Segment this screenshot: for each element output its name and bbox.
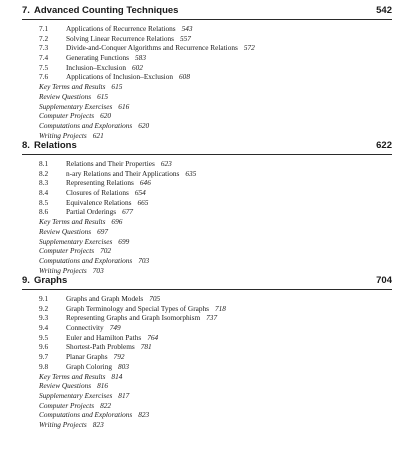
section-entry [0,352,416,362]
section-entry [0,313,416,323]
end-matter-entry [0,410,416,420]
section-entry [0,24,416,34]
end-matter-entry [0,82,416,92]
section-entry [0,333,416,343]
end-matter-title: Writing Projects [39,130,87,140]
section-title-group [66,72,190,82]
section-title-group [66,169,196,179]
end-matter-title: Key Terms and Results [39,217,106,227]
chapter-title: Relations [34,140,77,151]
end-matter-page: 621 [92,130,104,140]
end-matter-title: Computations and Explorations [39,120,133,130]
section-title-group [66,333,158,343]
section-title: Solving Linear Recurrence Relations [66,33,174,43]
chapter-number: 7. [22,5,30,16]
end-matter-page: 823 [138,410,150,420]
section-title: Generating Functions [66,53,130,63]
end-matter-page: 699 [118,236,130,246]
section-title: Planar Graphs [66,352,108,362]
section-page: 705 [149,294,161,303]
section-entry [0,323,416,333]
chapter-heading [22,137,392,155]
end-matter-page: 816 [97,381,109,391]
section-number: 9.4 [39,323,49,333]
end-matter-page: 703 [92,265,104,275]
section-title-group [66,323,121,333]
end-matter-entry [0,246,416,256]
section-title-group [66,43,255,53]
section-entry [0,188,416,198]
section-number: 8.2 [39,168,49,178]
section-number: 9.8 [39,361,49,371]
section-page: 792 [113,352,125,362]
end-matter-title: Computations and Explorations [39,255,133,265]
end-matter-entry [0,391,416,401]
section-title: Relations and Their Properties [66,159,155,168]
section-entry [0,362,416,372]
end-matter-entry [0,92,416,102]
section-title-group [66,34,191,44]
section-title: Partial Orderings [66,207,117,217]
section-title: Closures of Relations [66,188,129,198]
section-number: 7.3 [39,43,49,53]
section-title: Representing Graphs and Graph Isomorphism [66,313,201,323]
section-number: 8.4 [39,188,49,198]
end-matter-entry [0,102,416,112]
end-matter-title: Computer Projects [39,400,95,410]
end-matter-page: 615 [111,82,123,92]
section-title: Euler and Hamilton Paths [66,332,142,342]
section-title: Applications of Inclusion–Exclusion [66,72,174,82]
chapter-8 [0,137,416,275]
section-page: 583 [135,53,146,63]
chapter-7 [0,2,416,140]
section-page: 764 [147,332,159,342]
end-matter-title: Computer Projects [39,246,95,256]
end-matter-entry [0,372,416,382]
section-number: 8.6 [39,207,49,217]
section-list [0,294,416,430]
end-matter-entry [0,401,416,411]
section-list [0,24,416,140]
section-list [0,159,416,275]
section-title-group [66,188,146,198]
end-matter-entry [0,420,416,430]
section-number: 7.5 [39,62,49,72]
section-page: 781 [140,342,152,352]
section-number: 7.6 [39,72,49,82]
section-title-group [66,294,160,304]
section-title: Graphs and Graph Models [66,294,144,303]
section-entry [0,342,416,352]
end-matter-page: 697 [97,226,109,236]
chapter-title: Graphs [34,275,68,286]
section-page: 572 [243,43,255,53]
section-number: 8.1 [39,159,49,168]
section-title-group [66,304,226,314]
end-matter-page: 696 [111,217,123,227]
section-number: 7.1 [39,24,49,33]
end-matter-page: 822 [100,400,112,410]
end-matter-title: Computations and Explorations [39,410,133,420]
end-matter-page: 817 [118,390,130,400]
section-title-group [66,207,133,217]
section-entry [0,294,416,304]
section-entry [0,169,416,179]
end-matter-entry [0,121,416,131]
end-matter-title: Writing Projects [39,419,87,429]
chapter-heading [22,272,392,290]
section-entry [0,178,416,188]
section-page: 602 [132,62,143,72]
section-title: Inclusion–Exclusion [66,62,126,72]
end-matter-title: Key Terms and Results [39,371,106,381]
section-title-group [66,24,193,34]
end-matter-page: 620 [100,111,112,121]
section-page: 557 [180,33,191,43]
section-page: 543 [181,24,193,33]
end-matter-entry [0,217,416,227]
section-number: 9.7 [39,352,49,362]
end-matter-page: 615 [97,91,109,101]
section-entry [0,53,416,63]
chapter-number: 9. [22,275,30,286]
section-number: 9.5 [39,332,49,342]
section-title: Applications of Recurrence Relations [66,24,176,33]
section-entry [0,43,416,53]
end-matter-entry [0,227,416,237]
end-matter-page: 620 [138,120,150,130]
end-matter-page: 703 [138,255,150,265]
chapter-title: Advanced Counting Techniques [34,5,179,16]
section-title-group [66,198,148,208]
chapter-heading [22,2,392,20]
section-entry [0,159,416,169]
end-matter-title: Writing Projects [39,265,87,275]
section-number: 9.6 [39,342,49,352]
end-matter-entry [0,381,416,391]
section-number: 7.4 [39,53,49,63]
chapter-page: 622 [376,140,392,151]
section-title: Graph Terminology and Special Types of Graphs [66,303,209,313]
section-title: Divide-and-Conquer Algorithms and Recurrence Relations [66,43,238,53]
end-matter-title: Supplementary Exercises [39,390,113,400]
end-matter-entry [0,111,416,121]
end-matter-title: Key Terms and Results [39,82,106,92]
chapter-number: 8. [22,140,30,151]
section-number: 8.3 [39,178,49,188]
section-title: Representing Relations [66,178,134,188]
section-title: Shortest-Path Problems [66,342,135,352]
section-title: Graph Coloring [66,361,113,371]
end-matter-title: Review Questions [39,381,92,391]
section-page: 677 [122,207,134,217]
section-page: 718 [215,303,226,313]
section-entry [0,304,416,314]
end-matter-page: 702 [100,246,112,256]
section-page: 623 [160,159,172,168]
end-matter-entry [0,256,416,266]
section-page: 646 [139,178,151,188]
section-number: 9.2 [39,303,49,313]
section-number: 8.5 [39,197,49,207]
section-title-group [66,53,146,63]
section-page: 654 [134,188,146,198]
end-matter-page: 814 [111,371,123,381]
section-title-group [66,178,151,188]
section-number: 9.3 [39,313,49,323]
section-title-group [66,352,125,362]
end-matter-title: Supplementary Exercises [39,101,113,111]
section-number: 7.2 [39,33,49,43]
end-matter-page: 616 [118,101,130,111]
end-matter-title: Review Questions [39,226,92,236]
section-title-group [66,342,152,352]
section-entry [0,207,416,217]
chapter-page: 704 [376,275,392,286]
section-title: n-ary Relations and Their Applications [66,168,180,178]
section-title: Equivalence Relations [66,197,132,207]
section-page: 608 [179,72,190,82]
section-title-group [66,63,143,73]
section-entry [0,63,416,73]
end-matter-title: Review Questions [39,91,92,101]
section-page: 803 [118,361,129,371]
section-title-group [66,362,129,372]
section-entry [0,34,416,44]
end-matter-title: Computer Projects [39,111,95,121]
chapter-page: 542 [376,5,392,16]
section-page: 749 [109,323,121,333]
section-page: 737 [206,313,218,323]
section-entry [0,72,416,82]
section-entry [0,198,416,208]
section-title-group [66,313,217,323]
section-title: Connectivity [66,323,104,333]
end-matter-page: 823 [92,419,104,429]
end-matter-entry [0,237,416,247]
chapter-9 [0,272,416,430]
end-matter-title: Supplementary Exercises [39,236,113,246]
section-page: 665 [137,197,149,207]
section-page: 635 [185,168,197,178]
section-title-group [66,159,172,169]
section-number: 9.1 [39,294,49,303]
